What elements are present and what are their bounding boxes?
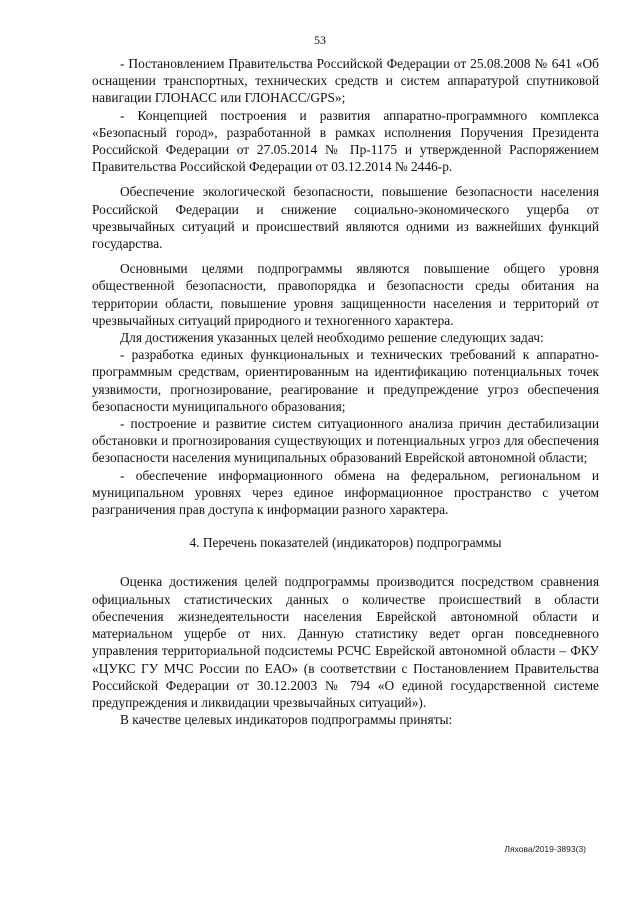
paragraph-safe-city-concept: - Концепцией построения и развития аппаратно-программного комплекса «Безопасный город», разработанной в рамках исполнения Поручения Президента Российской Федерации от 27.05.2014 № Пр-1175 и утвержденной Распоряжением Правительства Российской Федерации от 03.12.2014 № 2446-р. [92,107,599,175]
page-number: 53 [314,33,326,47]
paragraph-resolution-641: - Постановлением Правительства Российской Федерации от 25.08.2008 № 641 «Об оснащении транспортных, технических средств и систем аппаратурой спутниковой навигации ГЛОНАСС или ГЛОНАСС/GPS»; [92,56,599,106]
paragraph-evaluation: Оценка достижения целей подпрограммы производится посредством сравнения официальных статистических данных о количестве происшествий в области обеспечения жизнедеятельности населения Еврейской автономной области и материальном ущербе от них. Данную статистику ведет орган повседневного управления территориальной подсистемы РСЧС Еврейской автономной области – ФКУ «ЦУКС ГУ МЧС России по ЕАО» (в соответствии с Постановлением Правительства Российской Федерации от 30.12.2003 № 794 «О единой государственной системе предупреждения и ликвидации чрезвычайных ситуаций»). [92,574,599,710]
paragraph-task-information-exchange: - обеспечение информационного обмена на федеральном, региональном и муниципальном уровнях через единое информационное пространство с учетом разграничения прав доступа к информации разного характера. [92,467,599,518]
paragraph-task-situational-analysis: - построение и развитие систем ситуационного анализа причин дестабилизации обстановки и прогнозирования существующих и потенциальных угроз для обеспечения безопасности населения муниципальных образований Еврейской автономной области; [92,416,599,466]
paragraph-indicators-intro: В качестве целевых индикаторов подпрограммы приняты: [120,712,453,728]
section-heading: 4. Перечень показателей (индикаторов) подпрограммы [189,535,502,551]
paragraph-main-goals: Основными целями подпрограммы являются повышение общего уровня общественной безопасности, правопорядка и безопасности среды обитания на территории области, повышение уровня защищенности населения и территорий от чрезвычайных ситуаций природного и техногенного характера. [92,261,599,328]
paragraph-tasks-intro: Для достижения указанных целей необходимо решение следующих задач: [120,330,544,346]
paragraph-task-requirements: - разработка единых функциональных и технических требований к аппаратно-программным средствам, ориентированным на идентификацию потенциальных точек уязвимости, прогнозирование, реагирование и предупреждение угроз обеспечения безопасности муниципального образования; [92,347,599,414]
paragraph-gap [92,175,599,183]
paragraph-gap [92,252,599,260]
footer-document-code: Ляхова/2019-3893(3) [504,844,586,854]
document-body [92,55,599,728]
paragraph-ecological-safety: Обеспечение экологической безопасности, повышение безопасности населения Российской Федерации и снижение социально-экономического ущерба от чрезвычайных ситуаций и происшествий являются одними из важнейших функций государства. [92,184,599,252]
